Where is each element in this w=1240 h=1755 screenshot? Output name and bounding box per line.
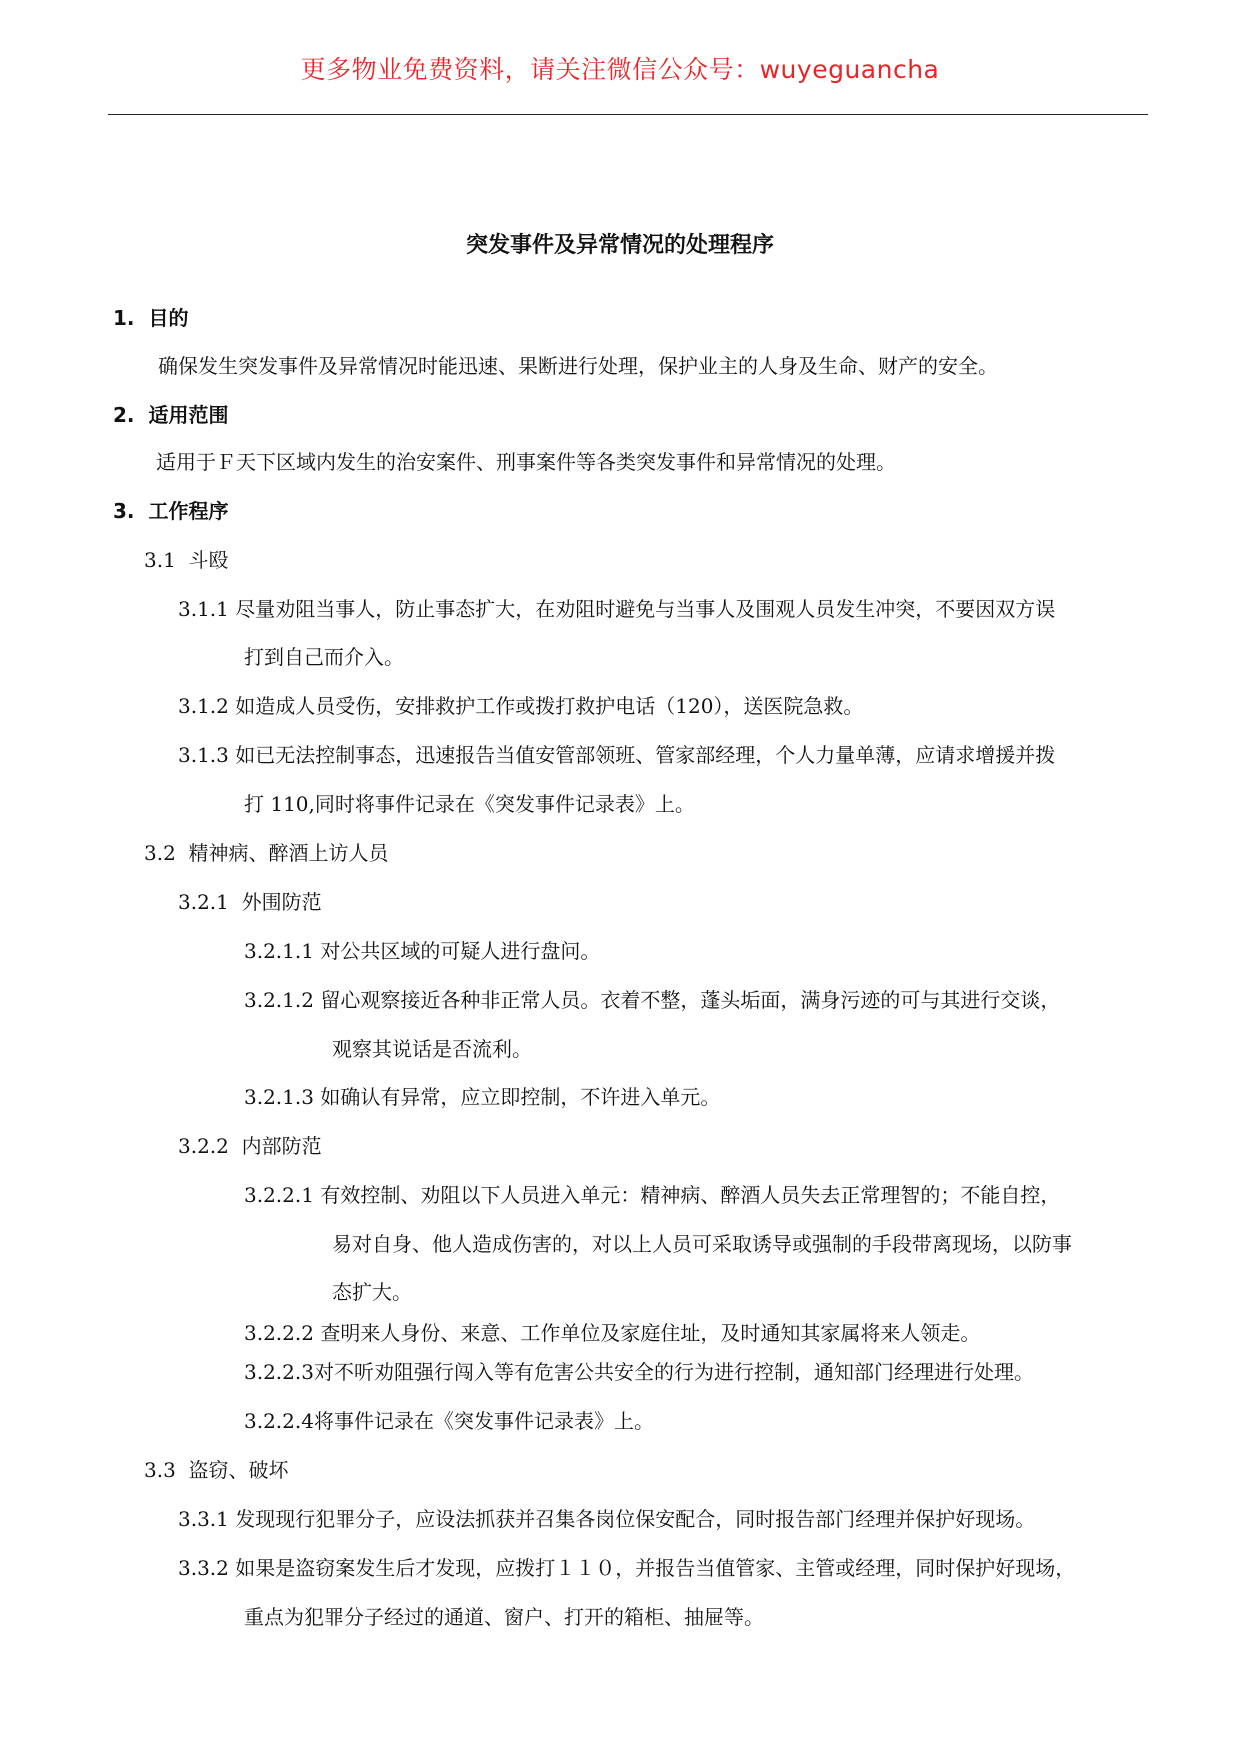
item-3-2-2-2	[244, 1319, 980, 1347]
item-3-2-2-3	[244, 1358, 1034, 1386]
item-3-1-3-cont: 打 110,同时将事件记录在《突发事件记录表》上。	[244, 792, 695, 816]
item-3-2-2	[178, 1132, 322, 1160]
item-3-3-2-cont: 重点为犯罪分子经过的通道、窗户、打开的箱柜、抽屉等。	[244, 1605, 764, 1629]
item-number: 3.2.2.2	[244, 1321, 314, 1345]
item-text: 如果是盗窃案发生后才发现，应拨打１１０，并报告当值管家、主管或经理，同时保护好现场，	[235, 1556, 1076, 1580]
item-3-1-1-cont: 打到自己而介入。	[244, 645, 404, 669]
item-3-1	[144, 546, 229, 574]
item-text: 如已无法控制事态，迅速报告当值安管部领班、管家部经理，个人力量单薄，应请求增援并拨	[235, 743, 1056, 767]
item-text: 内部防范	[241, 1134, 322, 1158]
item-number: 3.1.2	[178, 694, 229, 718]
item-text: 留心观察接近各种非正常人员。衣着不整，蓬头垢面，满身污迹的可与其进行交谈，	[320, 988, 1061, 1012]
item-text: 查明来人身份、来意、工作单位及家庭住址，及时通知其家属将来人领走。	[320, 1321, 981, 1345]
item-3-2-2-1	[244, 1181, 1060, 1209]
item-3-2-1	[178, 888, 322, 916]
item-3-2-2-1-cont: 易对自身、他人造成伤害的，对以上人员可采取诱导或强制的手段带离现场，以防事	[332, 1232, 1072, 1256]
item-text: 如确认有异常，应立即控制，不许进入单元。	[320, 1085, 721, 1109]
item-text: 尽量劝阻当事人，防止事态扩大，在劝阻时避免与当事人及围观人员发生冲突，不要因双方误	[235, 597, 1056, 621]
item-text: 发现现行犯罪分子，应设法抓获并召集各岗位保安配合，同时报告部门经理并保护好现场。	[235, 1507, 1036, 1531]
header-divider	[108, 114, 1148, 115]
item-3-1-2	[178, 692, 863, 720]
item-text: 对公共区域的可疑人进行盘问。	[320, 939, 601, 963]
item-3-2	[144, 839, 389, 867]
item-number: 3.2.2.3	[244, 1360, 314, 1384]
item-number: 3.2.1	[178, 890, 229, 914]
section-number: 2.	[113, 403, 135, 427]
item-number: 3.2.2	[178, 1134, 229, 1158]
section-number: 1.	[113, 306, 135, 330]
item-3-2-2-1-cont2: 态扩大。	[332, 1280, 412, 1304]
section-3-heading	[113, 497, 228, 525]
item-3-2-2-4	[244, 1407, 654, 1435]
item-number: 3.2.1.3	[244, 1085, 314, 1109]
item-number: 3.3	[144, 1458, 176, 1482]
item-number: 3.3.1	[178, 1507, 229, 1531]
item-text: 斗殴	[188, 548, 229, 572]
item-number: 3.1.1	[178, 597, 229, 621]
promo-banner: 更多物业免费资料，请关注微信公众号：wuyeguancha	[300, 55, 940, 84]
item-text: 外围防范	[241, 890, 322, 914]
item-text: 精神病、醉酒上访人员	[188, 841, 389, 865]
section-title: 工作程序	[148, 499, 229, 523]
item-3-3	[144, 1456, 289, 1484]
item-number: 3.2.2.4	[244, 1409, 314, 1433]
section-title: 目的	[148, 306, 189, 330]
item-text: 将事件记录在《突发事件记录表》上。	[313, 1409, 654, 1433]
section-number: 3.	[113, 499, 135, 523]
item-3-2-1-2-cont: 观察其说话是否流利。	[332, 1037, 532, 1061]
document-title: 突发事件及异常情况的处理程序	[465, 233, 774, 258]
item-3-2-1-1	[244, 937, 600, 965]
item-number: 3.2	[144, 841, 176, 865]
item-number: 3.2.1.2	[244, 988, 314, 1012]
section-1-heading	[113, 304, 188, 332]
item-text: 有效控制、劝阻以下人员进入单元：精神病、醉酒人员失去正常理智的；不能自控，	[320, 1183, 1061, 1207]
section-2-heading	[113, 401, 228, 429]
section-title: 适用范围	[148, 403, 229, 427]
item-text: 如造成人员受伤，安排救护工作或拨打救护电话（120），送医院急救。	[235, 694, 864, 718]
item-text: 盗窃、破坏	[188, 1458, 289, 1482]
item-number: 3.1.3	[178, 743, 229, 767]
item-3-2-1-3	[244, 1083, 720, 1111]
item-3-3-1	[178, 1505, 1035, 1533]
item-3-3-2	[178, 1554, 1075, 1582]
section-2-body: 适用于Ｆ天下区域内发生的治安案件、刑事案件等各类突发事件和异常情况的处理。	[156, 450, 896, 474]
item-number: 3.1	[144, 548, 176, 572]
item-number: 3.3.2	[178, 1556, 229, 1580]
item-number: 3.2.1.1	[244, 939, 314, 963]
section-1-body: 确保发生突发事件及异常情况时能迅速、果断进行处理，保护业主的人身及生命、财产的安全。	[158, 354, 998, 378]
item-3-1-1	[178, 595, 1055, 623]
item-number: 3.2.2.1	[244, 1183, 314, 1207]
item-text: 对不听劝阻强行闯入等有危害公共安全的行为进行控制，通知部门经理进行处理。	[313, 1360, 1034, 1384]
item-3-2-1-2	[244, 986, 1060, 1014]
item-3-1-3	[178, 741, 1055, 769]
